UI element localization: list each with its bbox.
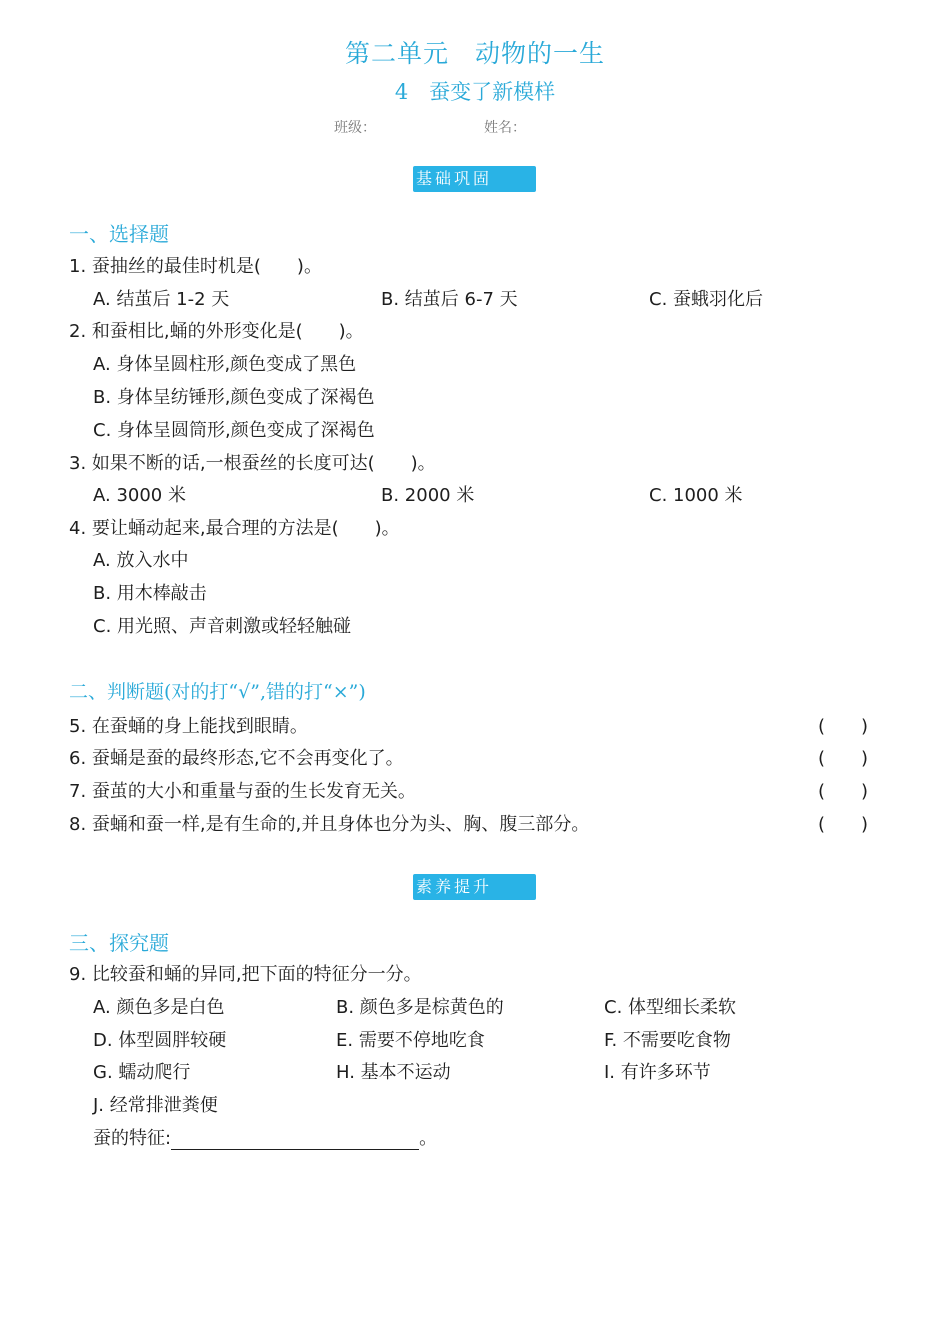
q9-option-b: B. 颜色多是棕黄色的 [336, 997, 504, 1018]
q7-answer-blank[interactable]: ( ) [818, 781, 869, 802]
q9-option-j: J. 经常排泄粪便 [93, 1095, 218, 1116]
q9-answer-line[interactable] [171, 1131, 419, 1150]
q3-option-a: A. 3000 米 [93, 485, 186, 506]
q4-option-b: B. 用木棒敲击 [93, 583, 207, 604]
q9-answer-row [93, 1124, 437, 1150]
q9-option-d: D. 体型圆胖较硬 [93, 1030, 227, 1051]
question-7: 7. 蚕茧的大小和重量与蚕的生长发育无关。 [69, 781, 416, 802]
section-judge-title: 二、判断题(对的打“√”,错的打“×”) [69, 681, 366, 703]
question-4: 4. 要让蛹动起来,最合理的方法是( )。 [69, 518, 400, 539]
q9-answer-end: 。 [419, 1128, 438, 1149]
q3-option-b: B. 2000 米 [381, 485, 475, 506]
question-6: 6. 蚕蛹是蚕的最终形态,它不会再变化了。 [69, 748, 404, 769]
q9-option-g: G. 蠕动爬行 [93, 1062, 191, 1083]
question-5: 5. 在蚕蛹的身上能找到眼睛。 [69, 716, 308, 737]
name-label: 姓名： [484, 120, 526, 136]
class-label: 班级： [334, 120, 376, 136]
q4-option-c: C. 用光照、声音刺激或轻轻触碰 [93, 616, 352, 637]
question-2: 2. 和蚕相比,蛹的外形变化是( )。 [69, 321, 364, 342]
q1-option-a: A. 结茧后 1-2 天 [93, 289, 230, 310]
q9-option-f: F. 不需要吃食物 [604, 1030, 731, 1051]
q9-option-e: E. 需要不停地吃食 [336, 1030, 485, 1051]
q4-option-a: A. 放入水中 [93, 550, 189, 571]
lesson-title: 4 蚕变了新模样 [394, 80, 556, 104]
q1-option-b: B. 结茧后 6-7 天 [381, 289, 518, 310]
q9-option-a: A. 颜色多是白色 [93, 997, 225, 1018]
q6-answer-blank[interactable]: ( ) [818, 748, 869, 769]
q9-answer-label: 蚕的特征: [93, 1128, 172, 1149]
badge-basic: 基础巩固 [413, 166, 536, 192]
q9-option-i: I. 有许多环节 [604, 1062, 711, 1083]
question-3: 3. 如果不断的话,一根蚕丝的长度可达( )。 [69, 453, 436, 474]
q9-option-c: C. 体型细长柔软 [604, 997, 737, 1018]
q9-option-h: H. 基本不运动 [336, 1062, 451, 1083]
q2-option-c: C. 身体呈圆筒形,颜色变成了深褐色 [93, 420, 375, 441]
q2-option-b: B. 身体呈纺锤形,颜色变成了深褐色 [93, 387, 375, 408]
question-1: 1. 蚕抽丝的最佳时机是( )。 [69, 256, 322, 277]
q1-option-c: C. 蚕蛾羽化后 [649, 289, 764, 310]
q3-option-c: C. 1000 米 [649, 485, 743, 506]
unit-title: 第二单元 动物的一生 [344, 39, 605, 68]
question-9: 9. 比较蚕和蛹的异同,把下面的特征分一分。 [69, 964, 422, 985]
q8-answer-blank[interactable]: ( ) [818, 814, 869, 835]
q2-option-a: A. 身体呈圆柱形,颜色变成了黑色 [93, 354, 357, 375]
section-explore-title: 三、探究题 [69, 931, 169, 955]
badge-advanced: 素养提升 [413, 874, 536, 900]
q5-answer-blank[interactable]: ( ) [818, 716, 869, 737]
section-choice-title: 一、选择题 [69, 222, 169, 246]
question-8: 8. 蚕蛹和蚕一样,是有生命的,并且身体也分为头、胸、腹三部分。 [69, 814, 590, 835]
